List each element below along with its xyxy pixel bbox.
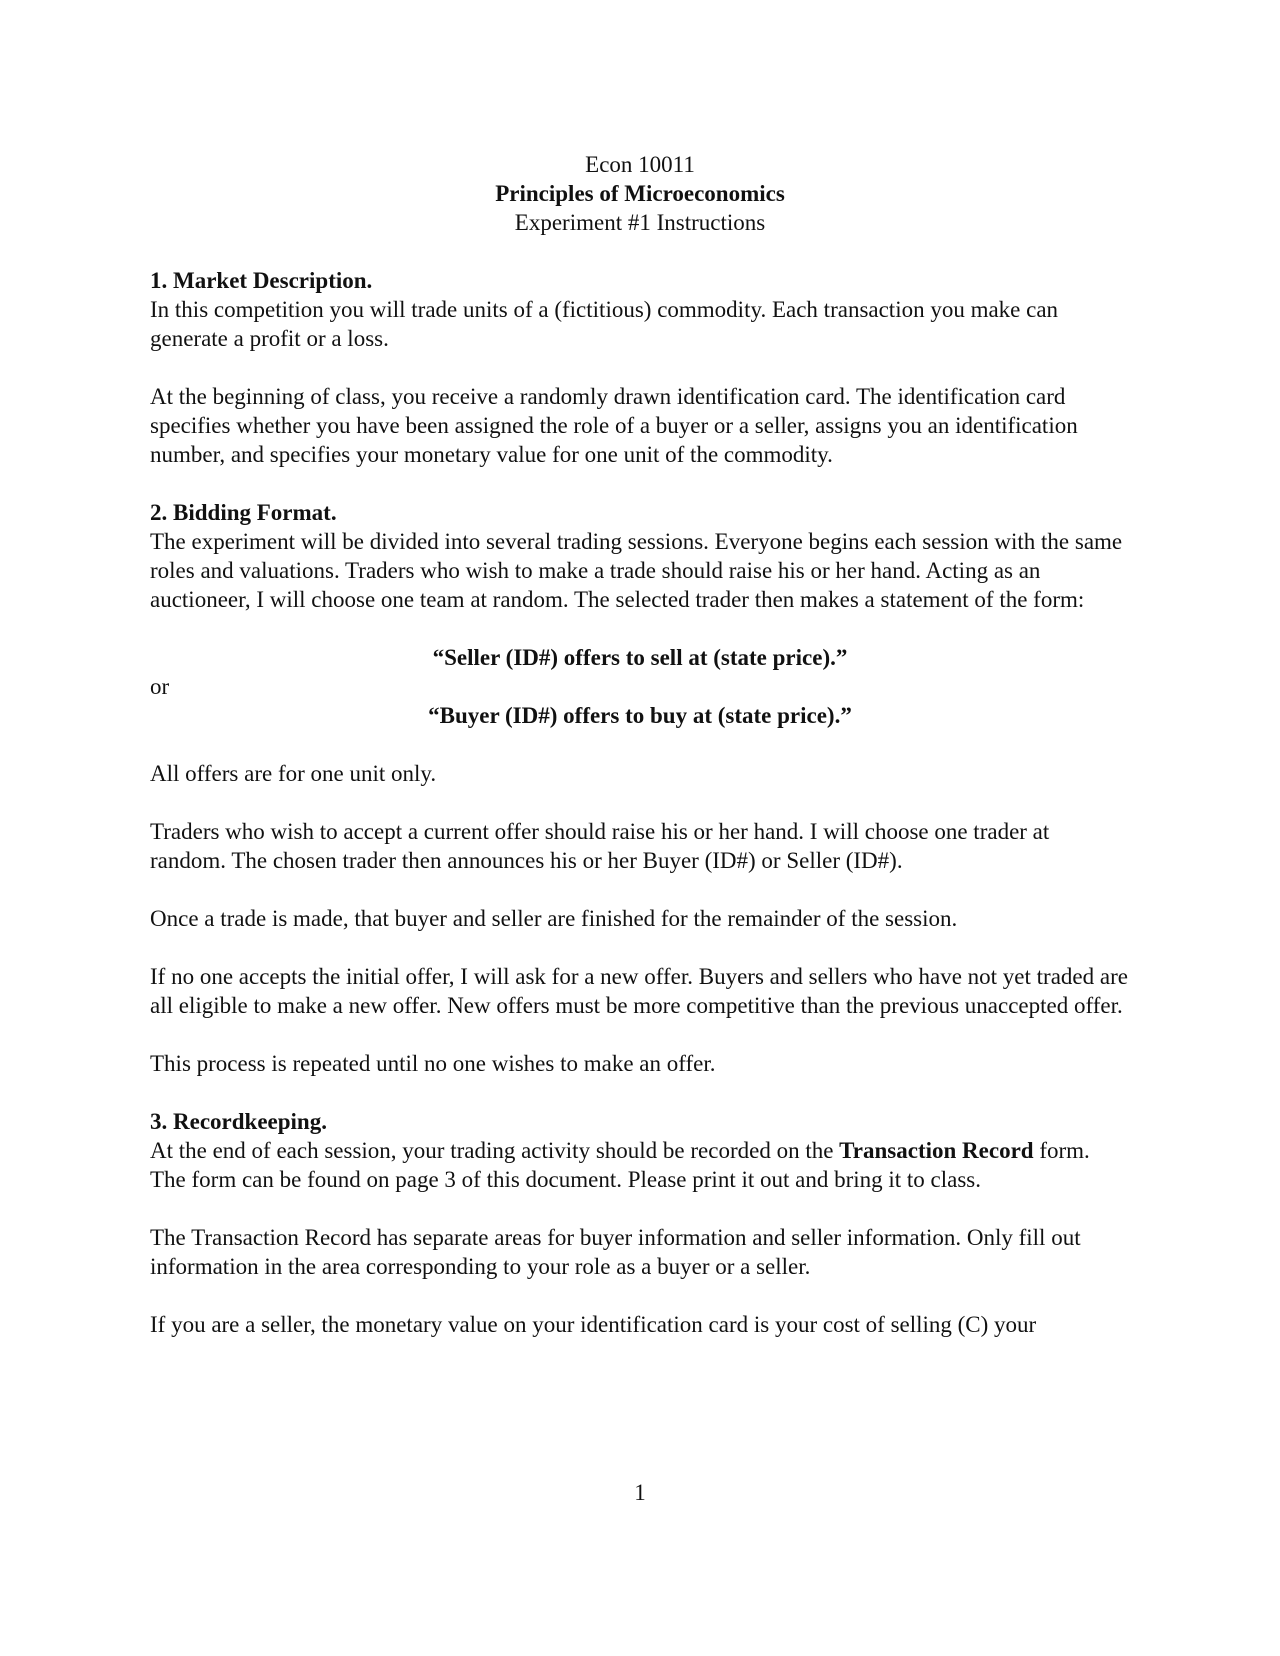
spacer xyxy=(150,1020,1130,1049)
section-heading: 1. Market Description. xyxy=(150,268,373,293)
paragraph: In this competition you will trade units of a (fictitious) commodity. Each transaction you make can generate a profit or a loss. xyxy=(150,297,1059,351)
paragraph: Once a trade is made, that buyer and seller are finished for the remainder of the session. xyxy=(150,906,958,931)
buyer-statement: “Buyer (ID#) offers to buy at (state price).” xyxy=(428,703,852,728)
course-number: Econ 10011 xyxy=(585,152,695,177)
spacer xyxy=(150,237,1130,266)
paragraph: All offers are for one unit only. xyxy=(150,761,437,786)
paragraph: The experiment will be divided into several trading sessions. Everyone begins each session with the same roles and valuations. Traders who wish to make a trade should raise his or her hand. Acting as an auctioneer, I will choose one team at random. The selected trader then makes a statement of the form: xyxy=(150,529,1123,612)
paragraph: If you are a seller, the monetary value on your identification card is your cost of selling (C) your xyxy=(150,1312,1037,1337)
spacer xyxy=(150,875,1130,904)
section-market-description xyxy=(150,266,1130,469)
section-bidding-format xyxy=(150,498,1130,1078)
page-number: 1 xyxy=(634,1480,646,1505)
section-heading: 2. Bidding Format. xyxy=(150,500,337,525)
spacer xyxy=(150,933,1130,962)
spacer xyxy=(150,1194,1130,1223)
seller-statement: “Seller (ID#) offers to sell at (state price).” xyxy=(432,645,848,670)
text-run: At the end of each session, your trading activity should be recorded on the xyxy=(150,1138,840,1163)
section-heading: 3. Recordkeeping. xyxy=(150,1109,327,1134)
paragraph: Traders who wish to accept a current offer should raise his or her hand. I will choose one trader at random. The chosen trader then announces his or her Buyer (ID#) or Seller (ID#). xyxy=(150,819,1050,873)
document-body xyxy=(150,150,1130,1339)
paragraph xyxy=(150,1136,1130,1194)
paragraph: This process is repeated until no one wishes to make an offer. xyxy=(150,1051,716,1076)
course-title: Principles of Microeconomics xyxy=(495,181,785,206)
transaction-record-term: Transaction Record xyxy=(839,1138,1034,1163)
spacer xyxy=(150,1078,1130,1107)
paragraph: At the beginning of class, you receive a randomly drawn identification card. The identification card specifies whether you have been assigned the role of a buyer or a seller, assigns you an identification number, and specifies your monetary value for one unit of the commodity. xyxy=(150,384,1078,467)
paragraph: The Transaction Record has separate areas for buyer information and seller information. Only fill out information in the area corresponding to your role as a buyer or a seller. xyxy=(150,1225,1081,1279)
spacer xyxy=(150,730,1130,759)
or-text: or xyxy=(150,674,170,699)
spacer xyxy=(150,788,1130,817)
spacer xyxy=(150,353,1130,382)
paragraph: If no one accepts the initial offer, I will ask for a new offer. Buyers and sellers who have not yet traded are all eligible to make a new offer. New offers must be more competitive than the previous unaccepted offer. xyxy=(150,964,1128,1018)
spacer xyxy=(150,614,1130,643)
document-header xyxy=(150,150,1130,237)
document-subtitle: Experiment #1 Instructions xyxy=(514,210,766,235)
spacer xyxy=(150,469,1130,498)
text-run: form. The form can be found on page 3 of this document. Please print it out and bring it to class. xyxy=(150,1138,1090,1192)
spacer xyxy=(150,1281,1130,1310)
section-recordkeeping xyxy=(150,1107,1130,1339)
